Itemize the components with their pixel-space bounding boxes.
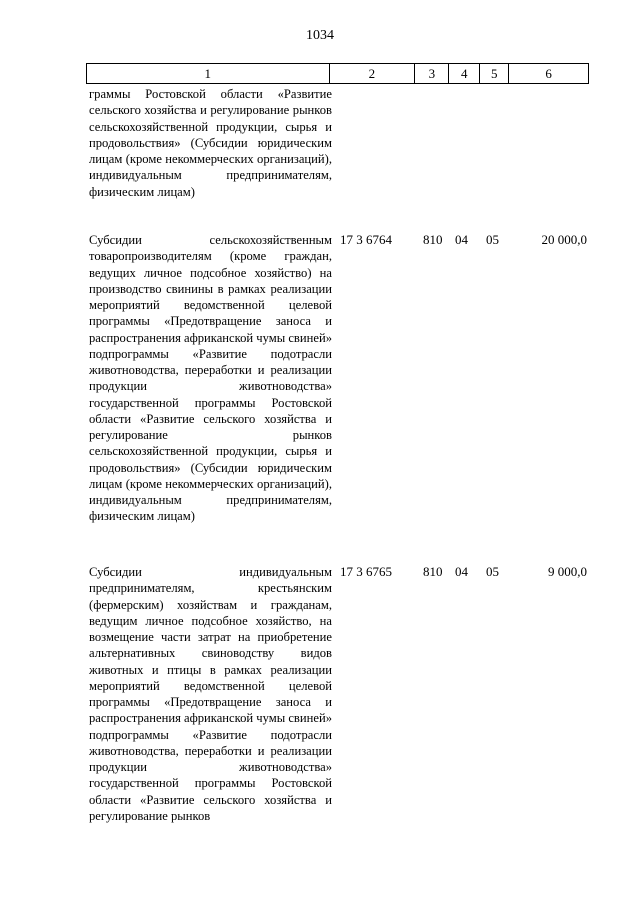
amount: 9 000,0 — [548, 564, 587, 579]
target-article-code: 17 3 6764 — [340, 232, 392, 247]
section-code: 04 — [455, 564, 468, 579]
subsection-code: 05 — [486, 564, 499, 579]
section-code: 04 — [455, 232, 468, 247]
page-number: 1034 — [306, 28, 334, 43]
column-header-3: 3 — [415, 64, 449, 83]
subsection-code: 05 — [486, 232, 499, 247]
column-header-2: 2 — [330, 64, 416, 83]
column-header-6: 6 — [509, 64, 589, 83]
amount: 20 000,0 — [541, 232, 587, 247]
expense-type-code: 810 — [423, 564, 443, 579]
table-row — [86, 86, 589, 226]
row-description: Субсидии индивидуальным предпринимателям, крестьянским (фермерским) хозяйствам и гражданам, ведущим личное подсобное хозяйство, на возмещение части затрат на приобретение альтернативных свиноводству видов животных и птицы в рамках реализации мероприятий ведомственной целевой программы «Предотвращение заноса и распространения африканской чумы свиней» подпрограммы «Развитие подотрасли животноводства, переработки и реализации продукции животноводства» государственной программы Ростовской области «Развитие сельского хозяйства и регулирование рынков — [89, 565, 332, 823]
table-row — [86, 564, 589, 854]
expense-type-code: 810 — [423, 232, 443, 247]
column-header-1: 1 — [87, 64, 330, 83]
target-article-code: 17 3 6765 — [340, 564, 392, 579]
table-header — [86, 63, 589, 84]
column-header-5: 5 — [480, 64, 509, 83]
table-row — [86, 232, 589, 557]
column-header-4: 4 — [449, 64, 480, 83]
row-description: Субсидии сельскохозяйственным товаропроизводителям (кроме граждан, ведущих личное подсобное хозяйство) на производство свинины в рамках реализации мероприятий ведомственной целевой программы «Предотвращение заноса и распространения африканской чумы свиней» подпрограммы «Развитие подотрасли животноводства, переработки и реализации продукции животноводства» государственной программы Ростовской области «Развитие сельского хозяйства и регулирование рынков сельскохозяйственной продукции, сырья и продовольствия» (Субсидии юридическим лицам (кроме некоммерческих организаций), индивидуальным предпринимателям, физическим лицам) — [89, 233, 332, 524]
row-description: граммы Ростовской области «Развитие сельского хозяйства и регулирование рынков сельскохозяйственной продукции, сырья и продовольствия» (Субсидии юридическим лицам (кроме некоммерческих организаций), индивидуальным предпринимателям, физическим лицам) — [89, 87, 332, 199]
